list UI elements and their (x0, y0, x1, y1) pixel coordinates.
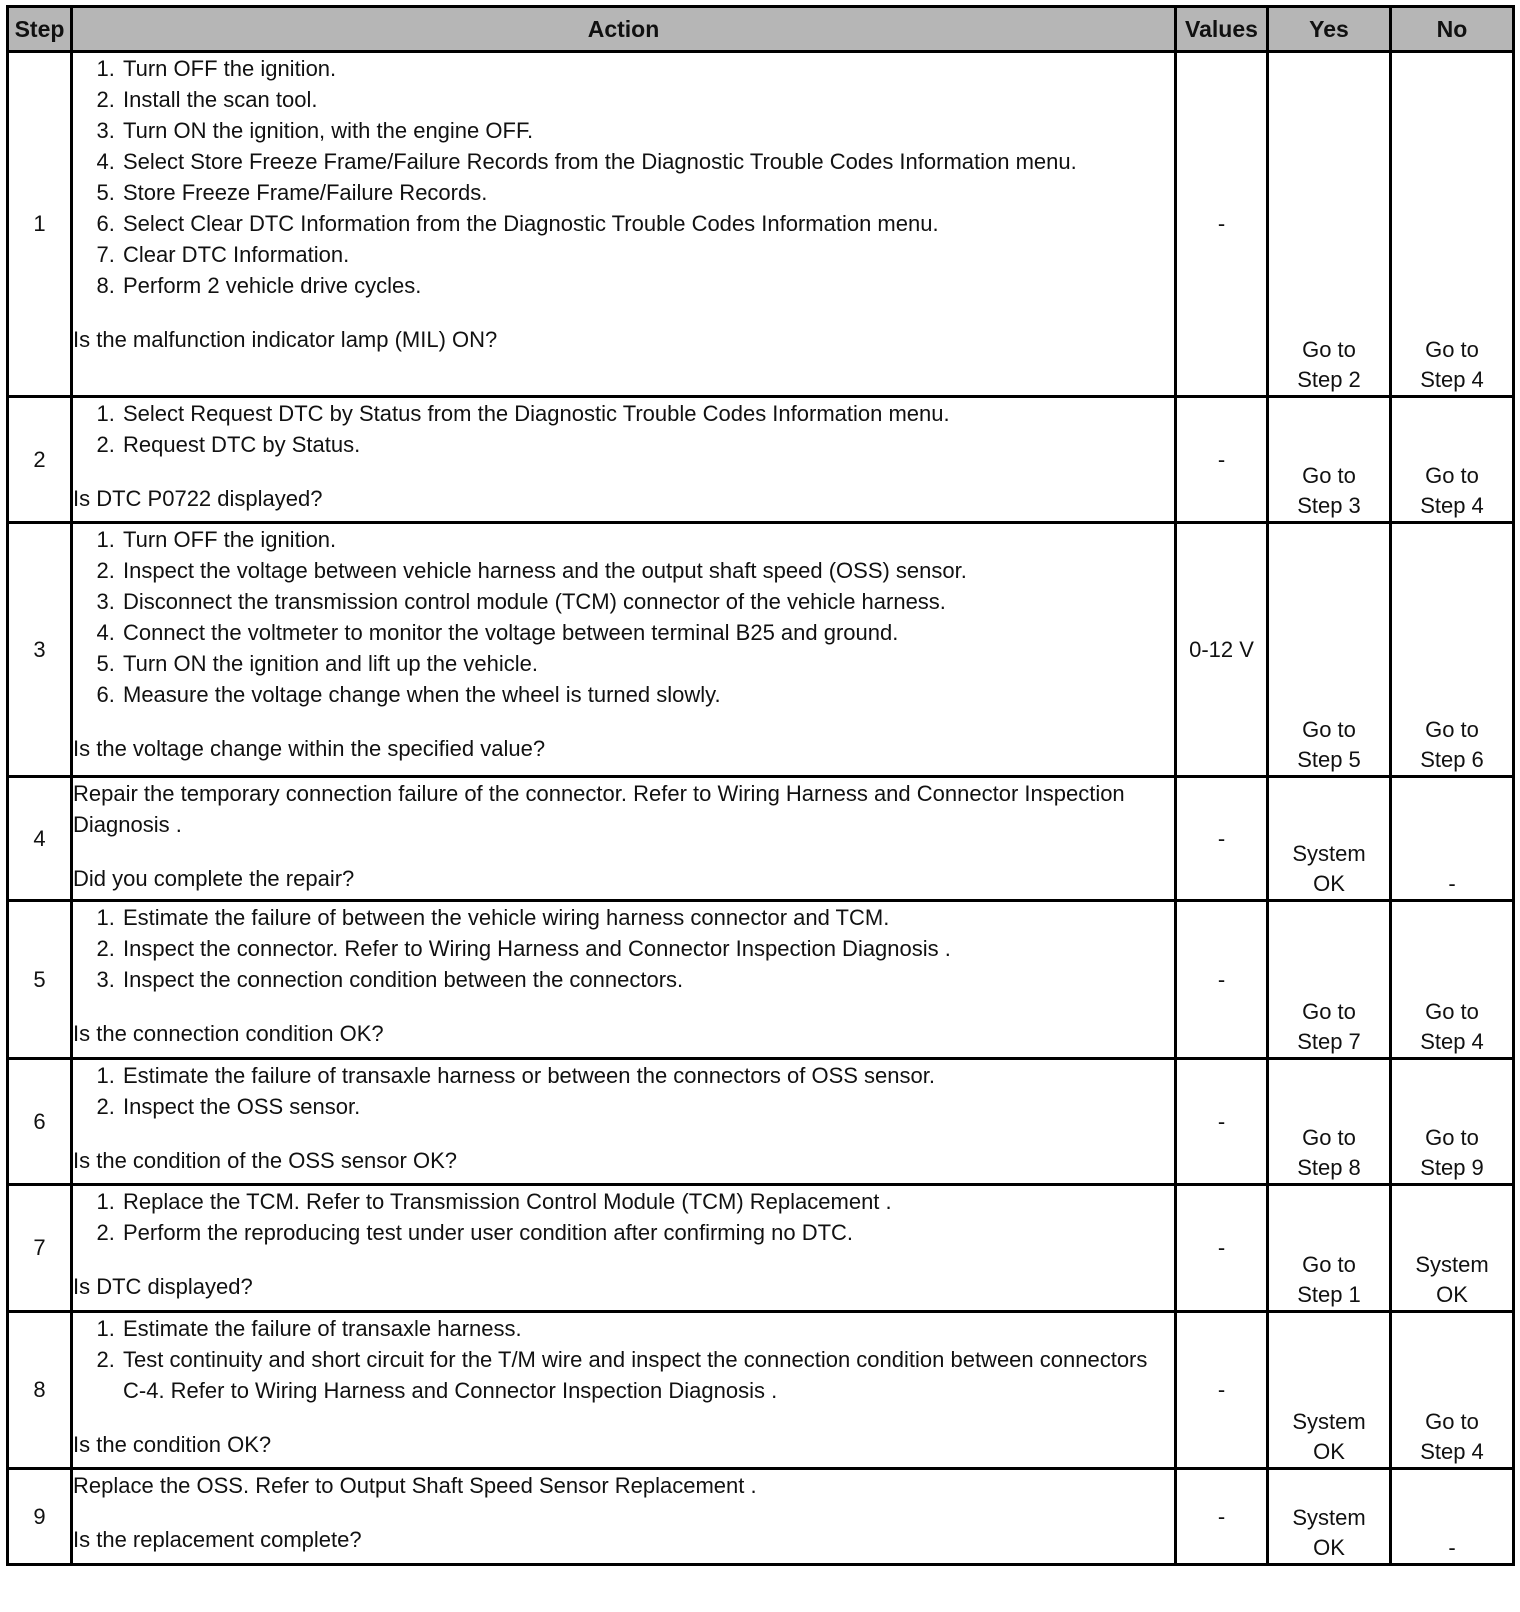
no-cell (1391, 523, 1514, 777)
values-cell: - (1176, 1312, 1268, 1469)
action-list (73, 1186, 1174, 1248)
action-text: Replace the OSS. Refer to Output Shaft Speed Sensor Replacement . (73, 1473, 757, 1498)
action-item: 1. Select Request DTC by Status from the Diagnostic Trouble Codes Information menu. (121, 398, 1174, 429)
action-list (73, 398, 1174, 460)
action-item: 2. Inspect the voltage between vehicle harness and the output shaft speed (OSS) sensor. (121, 555, 1174, 586)
step-number: 2 (8, 397, 72, 523)
no-line: Go to (1425, 337, 1479, 362)
action-question: Is the voltage change within the specified value? (73, 736, 546, 761)
no-cell (1391, 1469, 1514, 1565)
action-item: 3. Inspect the connection condition between the connectors. (121, 964, 1174, 995)
yes-cell (1268, 52, 1391, 397)
yes-cell (1268, 1059, 1391, 1185)
action-cell (72, 777, 1176, 901)
no-line: Go to (1425, 999, 1479, 1024)
action-question: Is the replacement complete? (73, 1527, 362, 1552)
yes-line: System (1292, 1409, 1366, 1434)
header-values: Values (1176, 7, 1268, 52)
yes-line: OK (1313, 1535, 1345, 1560)
yes-line: Step 1 (1297, 1282, 1361, 1307)
action-cell (72, 901, 1176, 1059)
action-list (73, 1060, 1174, 1122)
action-cell (72, 1059, 1176, 1185)
yes-line: Go to (1302, 337, 1356, 362)
no-line: Go to (1425, 1125, 1479, 1150)
step-number: 8 (8, 1312, 72, 1469)
action-cell (72, 52, 1176, 397)
yes-line: Step 3 (1297, 493, 1361, 518)
values-cell: - (1176, 901, 1268, 1059)
no-line: Go to (1425, 1409, 1479, 1434)
no-line: Step 4 (1420, 1029, 1484, 1054)
yes-cell (1268, 901, 1391, 1059)
action-item: 1. Estimate the failure of transaxle harness. (121, 1313, 1174, 1344)
action-question: Is the condition of the OSS sensor OK? (73, 1148, 457, 1173)
action-item: 4. Select Store Freeze Frame/Failure Records from the Diagnostic Trouble Codes Information menu. (121, 146, 1174, 177)
no-cell (1391, 1059, 1514, 1185)
header-action: Action (72, 7, 1176, 52)
action-item: 2. Inspect the connector. Refer to Wiring Harness and Connector Inspection Diagnosis . (121, 933, 1174, 964)
no-line: Step 6 (1420, 747, 1484, 772)
no-line: Step 9 (1420, 1155, 1484, 1180)
no-line: Go to (1425, 717, 1479, 742)
action-item: 1. Estimate the failure of transaxle harness or between the connectors of OSS sensor. (121, 1060, 1174, 1091)
yes-cell (1268, 777, 1391, 901)
values-cell: - (1176, 52, 1268, 397)
table-row (8, 1469, 1514, 1565)
header-row (8, 7, 1514, 52)
yes-line: System (1292, 841, 1366, 866)
action-item: 6. Select Clear DTC Information from the Diagnostic Trouble Codes Information menu. (121, 208, 1174, 239)
yes-line: Go to (1302, 999, 1356, 1024)
no-line: - (1448, 871, 1456, 896)
action-list (73, 53, 1174, 301)
action-text: Repair the temporary connection failure of the connector. Refer to Wiring Harness and Connector Inspection Diagnosis . (73, 781, 1125, 837)
no-cell (1391, 1185, 1514, 1312)
values-cell: - (1176, 397, 1268, 523)
values-cell: - (1176, 1185, 1268, 1312)
no-cell (1391, 397, 1514, 523)
table-row (8, 1059, 1514, 1185)
action-question: Did you complete the repair? (73, 866, 355, 891)
table-row (8, 901, 1514, 1059)
yes-cell (1268, 1469, 1391, 1565)
action-item: 7. Clear DTC Information. (121, 239, 1174, 270)
diagnostic-table (6, 5, 1515, 1566)
table-row (8, 1312, 1514, 1469)
step-number: 6 (8, 1059, 72, 1185)
header-yes: Yes (1268, 7, 1391, 52)
action-cell (72, 397, 1176, 523)
yes-line: OK (1313, 871, 1345, 896)
step-number: 5 (8, 901, 72, 1059)
action-list (73, 902, 1174, 995)
no-cell (1391, 777, 1514, 901)
header-no: No (1391, 7, 1514, 52)
no-line: System (1415, 1252, 1489, 1277)
action-item: 5. Store Freeze Frame/Failure Records. (121, 177, 1174, 208)
step-number: 3 (8, 523, 72, 777)
step-number: 9 (8, 1469, 72, 1565)
no-cell (1391, 901, 1514, 1059)
table-row (8, 777, 1514, 901)
yes-line: OK (1313, 1439, 1345, 1464)
no-line: Step 4 (1420, 367, 1484, 392)
action-question: Is the connection condition OK? (73, 1021, 384, 1046)
table-row (8, 397, 1514, 523)
values-cell: - (1176, 1059, 1268, 1185)
yes-cell (1268, 523, 1391, 777)
no-line: Step 4 (1420, 1439, 1484, 1464)
values-cell: 0-12 V (1176, 523, 1268, 777)
action-item: 1. Turn OFF the ignition. (121, 524, 1174, 555)
yes-line: Go to (1302, 1125, 1356, 1150)
yes-line: Step 7 (1297, 1029, 1361, 1054)
action-cell (72, 1469, 1176, 1565)
no-cell (1391, 52, 1514, 397)
action-item: 2. Install the scan tool. (121, 84, 1174, 115)
action-item: 3. Disconnect the transmission control module (TCM) connector of the vehicle harness. (121, 586, 1174, 617)
action-question: Is the malfunction indicator lamp (MIL) ON? (73, 327, 498, 352)
action-item: 6. Measure the voltage change when the wheel is turned slowly. (121, 679, 1174, 710)
yes-line: Step 8 (1297, 1155, 1361, 1180)
step-number: 1 (8, 52, 72, 397)
yes-line: Go to (1302, 1252, 1356, 1277)
action-item: 3. Turn ON the ignition, with the engine OFF. (121, 115, 1174, 146)
action-question: Is DTC displayed? (73, 1274, 253, 1299)
no-cell (1391, 1312, 1514, 1469)
table-row (8, 523, 1514, 777)
yes-cell (1268, 397, 1391, 523)
action-question: Is DTC P0722 displayed? (73, 486, 323, 511)
action-cell (72, 1312, 1176, 1469)
action-item: 4. Connect the voltmeter to monitor the voltage between terminal B25 and ground. (121, 617, 1174, 648)
values-cell: - (1176, 1469, 1268, 1565)
yes-cell (1268, 1185, 1391, 1312)
yes-line: Go to (1302, 717, 1356, 742)
step-number: 7 (8, 1185, 72, 1312)
action-cell (72, 1185, 1176, 1312)
action-item: 2. Request DTC by Status. (121, 429, 1174, 460)
yes-line: Step 5 (1297, 747, 1361, 772)
step-number: 4 (8, 777, 72, 901)
no-line: OK (1436, 1282, 1468, 1307)
action-item: 2. Test continuity and short circuit for the T/M wire and inspect the connection condition between connectors C-4. Refer to Wiring Harness and Connector Inspection Diagnosis . (121, 1344, 1174, 1406)
table-row (8, 52, 1514, 397)
no-line: - (1448, 1535, 1456, 1560)
table-row (8, 1185, 1514, 1312)
yes-line: System (1292, 1505, 1366, 1530)
yes-line: Step 2 (1297, 367, 1361, 392)
no-line: Go to (1425, 463, 1479, 488)
action-cell (72, 523, 1176, 777)
action-list (73, 1313, 1174, 1406)
action-list (73, 524, 1174, 710)
table-body (8, 52, 1514, 1565)
action-item: 2. Inspect the OSS sensor. (121, 1091, 1174, 1122)
action-item: 1. Turn OFF the ignition. (121, 53, 1174, 84)
action-item: 1. Replace the TCM. Refer to Transmission Control Module (TCM) Replacement . (121, 1186, 1174, 1217)
action-item: 8. Perform 2 vehicle drive cycles. (121, 270, 1174, 301)
action-item: 5. Turn ON the ignition and lift up the vehicle. (121, 648, 1174, 679)
yes-line: Go to (1302, 463, 1356, 488)
action-item: 1. Estimate the failure of between the vehicle wiring harness connector and TCM. (121, 902, 1174, 933)
values-cell: - (1176, 777, 1268, 901)
action-question: Is the condition OK? (73, 1432, 272, 1457)
no-line: Step 4 (1420, 493, 1484, 518)
yes-cell (1268, 1312, 1391, 1469)
header-step: Step (8, 7, 72, 52)
action-item: 2. Perform the reproducing test under user condition after confirming no DTC. (121, 1217, 1174, 1248)
